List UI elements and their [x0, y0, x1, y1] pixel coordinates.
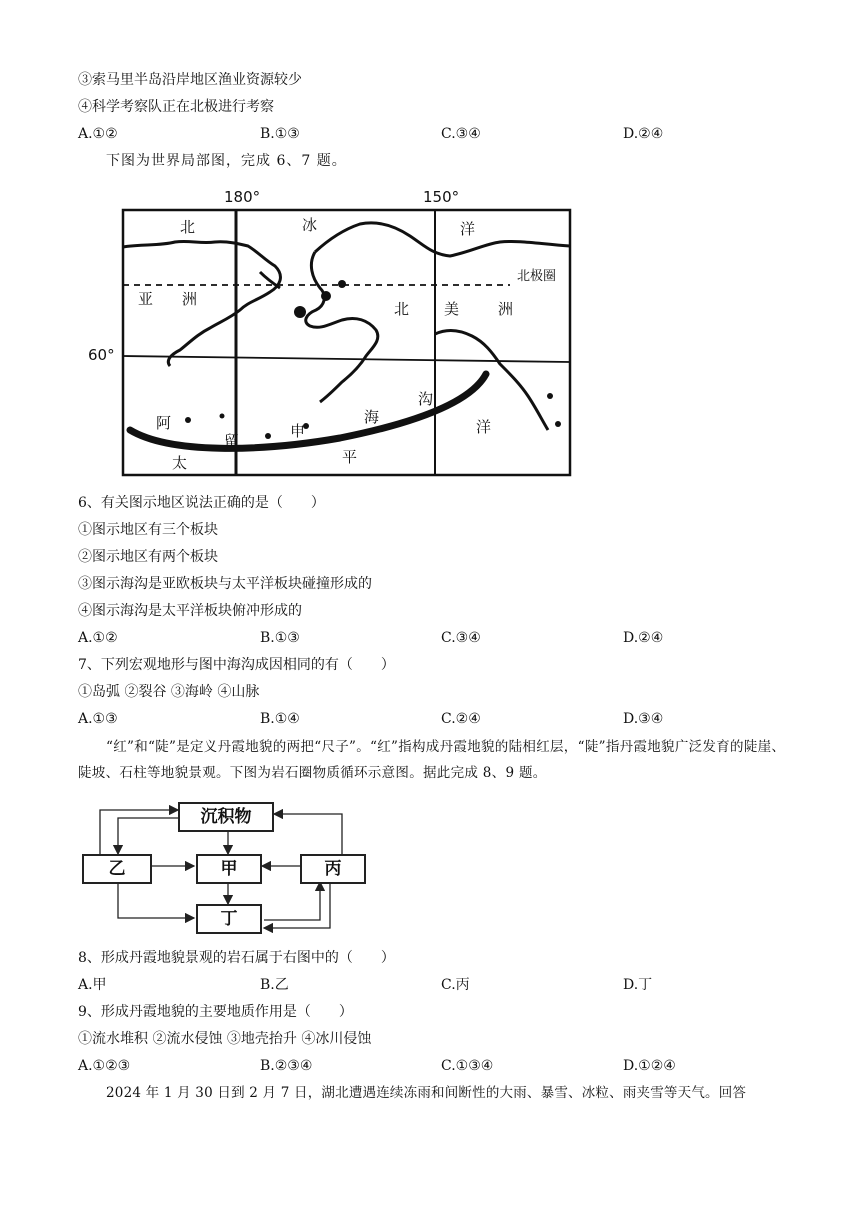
tail-paragraph: 2024 年 1 月 30 日到 2 月 7 日，湖北遭遇连续冻雨和间断性的大雨、暴雪、冰粒、雨夹雪等天气。回答 — [106, 1085, 747, 1101]
option-a: A.①② — [78, 126, 118, 142]
label-bing: 冰 — [302, 216, 318, 234]
label-tai: 太 — [172, 454, 188, 472]
label-liu: 留 — [224, 432, 240, 450]
box-ding: 丁 — [196, 904, 262, 934]
q8-option-d: D.丁 — [623, 977, 653, 993]
q7-items: ①岛弧 ②裂谷 ③海岭 ④山脉 — [78, 684, 260, 700]
intro-8-9: “红”和“陡”是定义丹霞地貌的两把“尺子”。“红”指构成丹霞地貌的陆相红层，“陡”指丹霞地貌广泛发育的陡崖、陡坡、石柱等地貌景观。下图为岩石圈物质循环示意图。据此完成 8、9 题。 — [78, 739, 786, 781]
q7-stem: 7、下列宏观地形与图中海沟成因相同的有（ ） — [78, 657, 395, 673]
box-sediment: 沉积物 — [178, 802, 274, 832]
world-partial-map — [80, 184, 580, 480]
label-na-bei: 北 — [394, 300, 410, 318]
option-b: B.①③ — [260, 126, 300, 142]
q6-item-4: ④图示海沟是太平洋板块俯冲形成的 — [78, 603, 302, 619]
label-a: 阿 — [156, 414, 172, 432]
item-4: ④科学考察队正在北极进行考察 — [78, 99, 274, 115]
label-na-mei: 美 — [444, 300, 460, 318]
q7-option-c: C.②④ — [441, 711, 481, 727]
q6-item-3: ③图示海沟是亚欧板块与太平洋板块碰撞形成的 — [78, 576, 372, 592]
lon-150-label: 150° — [423, 188, 460, 206]
q6-item-2: ②图示地区有两个板块 — [78, 549, 218, 565]
q9-items: ①流水堆积 ②流水侵蚀 ③地壳抬升 ④冰川侵蚀 — [78, 1031, 372, 1047]
q9-stem: 9、形成丹霞地貌的主要地质作用是（ ） — [78, 1004, 353, 1020]
option-c: C.③④ — [441, 126, 481, 142]
q6-stem: 6、有关图示地区说法正确的是（ ） — [78, 495, 325, 511]
q6-option-b: B.①③ — [260, 630, 300, 646]
label-ya: 亚 — [138, 290, 154, 308]
box-bing: 丙 — [300, 854, 366, 884]
label-arctic-circle: 北极圈 — [517, 269, 557, 284]
q8-option-a: A.甲 — [78, 977, 107, 993]
box-yi: 乙 — [82, 854, 152, 884]
q8-option-b: B.乙 — [260, 977, 289, 993]
label-hai: 海 — [364, 408, 380, 426]
label-yang-1: 洋 — [460, 220, 476, 238]
option-d: D.②④ — [623, 126, 664, 142]
label-ping: 平 — [342, 448, 358, 466]
item-3: ③索马里半岛沿岸地区渔业资源较少 — [78, 72, 302, 88]
lon-180-label: 180° — [224, 188, 261, 206]
q6-option-c: C.③④ — [441, 630, 481, 646]
q6-item-1: ①图示地区有三个板块 — [78, 522, 218, 538]
intro-6-7: 下图为世界局部图，完成 6、7 题。 — [106, 153, 347, 169]
q9-option-b: B.②③④ — [260, 1058, 313, 1074]
label-shen: 申 — [290, 422, 306, 440]
label-bei: 北 — [180, 218, 196, 236]
q8-option-c: C.丙 — [441, 977, 470, 993]
q7-option-b: B.①④ — [260, 711, 300, 727]
label-yang-2: 洋 — [476, 418, 492, 436]
label-na-zhou: 洲 — [498, 300, 514, 318]
lat-60-label: 60° — [88, 346, 115, 364]
box-jia: 甲 — [196, 854, 262, 884]
q7-option-a: A.①③ — [78, 711, 118, 727]
q9-option-d: D.①②④ — [623, 1058, 676, 1074]
q6-option-d: D.②④ — [623, 630, 664, 646]
q6-option-a: A.①② — [78, 630, 118, 646]
q7-option-d: D.③④ — [623, 711, 664, 727]
q9-option-a: A.①②③ — [78, 1058, 131, 1074]
q8-stem: 8、形成丹霞地貌景观的岩石属于右图中的（ ） — [78, 950, 395, 966]
label-zhou-1: 洲 — [182, 290, 198, 308]
label-gou: 沟 — [418, 390, 434, 408]
q9-option-c: C.①③④ — [441, 1058, 494, 1074]
